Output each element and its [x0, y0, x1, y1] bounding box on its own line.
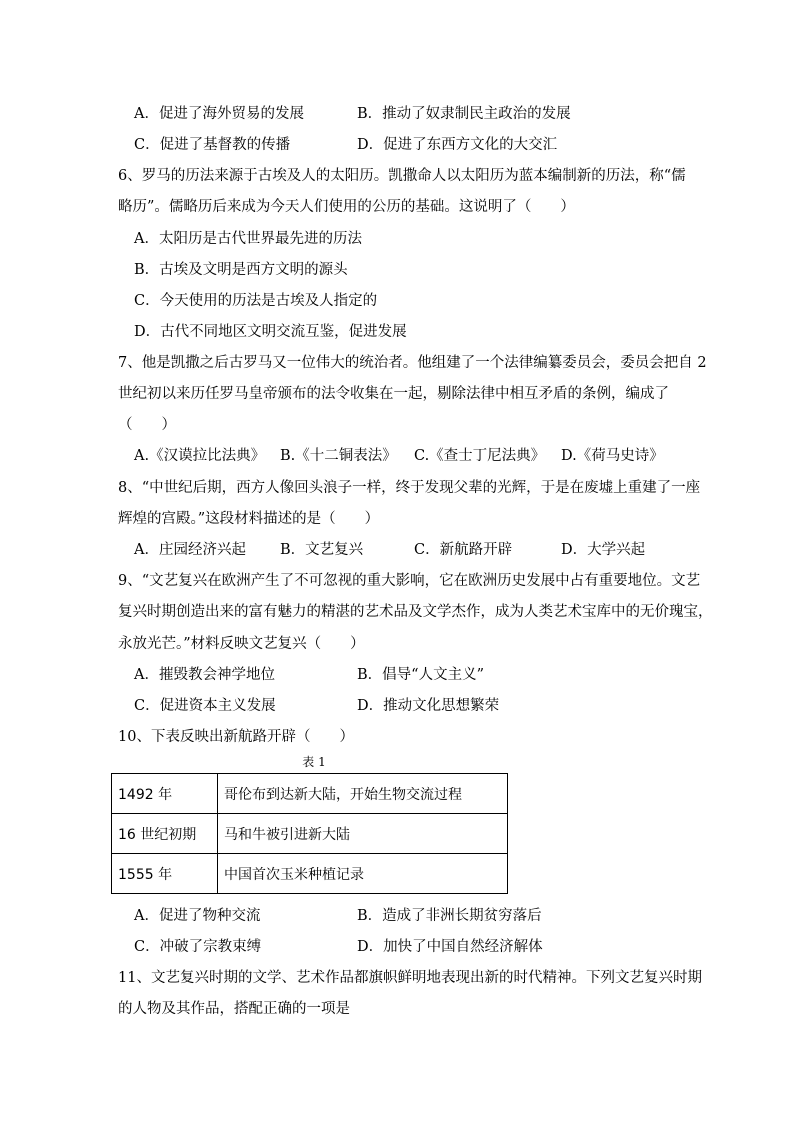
- q10-option-b: B．造成了非洲长期贫穷落后: [357, 908, 542, 924]
- q8-option-d: D．大学兴起: [561, 542, 646, 558]
- table-cell-year: 1492 年: [112, 774, 218, 814]
- q10-table: [111, 773, 508, 894]
- q10-stem: 10、下表反映出新航路开辟（ ）: [118, 729, 354, 745]
- table-row: [112, 774, 508, 814]
- q10-option-a: A．促进了物种交流: [134, 908, 261, 924]
- q10-option-c: C．冲破了宗教束缚: [134, 939, 262, 955]
- table-cell-year: 1555 年: [112, 854, 218, 894]
- q5-option-c: C．促进了基督教的传播: [134, 137, 291, 153]
- q7-option-d: D.《荷马史诗》: [561, 448, 664, 464]
- q8-option-b: B．文艺复兴: [280, 542, 364, 558]
- q9-option-b: B．倡导“人文主义”: [357, 667, 484, 683]
- q8-stem-line2: 辉煌的宫殿。”这段材料描述的是（ ）: [118, 511, 380, 527]
- q8-option-c: C．新航路开辟: [414, 542, 513, 558]
- q9-option-d: D．推动文化思想繁荣: [357, 698, 500, 714]
- table-cell-event: 中国首次玉米种植记录: [218, 854, 508, 894]
- table-caption: 表 1: [302, 755, 326, 769]
- q7-stem-line2: 世纪初以来历任罗马皇帝颁布的法令收集在一起，剔除法律中相互矛盾的条例，编成了: [118, 386, 669, 402]
- q6-stem-line2: 略历”。儒略历后来成为今天人们使用的公历的基础。这说明了（ ）: [118, 199, 575, 215]
- q6-stem-line1: 6、罗马的历法来源于古埃及人的太阳历。凯撒命人以太阳历为蓝本编制新的历法，称“儒: [118, 168, 686, 184]
- q5-option-a: A．促进了海外贸易的发展: [134, 106, 304, 122]
- table-cell-year: 16 世纪初期: [112, 814, 218, 854]
- q9-stem-line2: 复兴时期创造出来的富有魅力的精湛的艺术品及文学杰作，成为人类艺术宝库中的无价瑰宝，: [118, 604, 713, 620]
- q9-option-c: C．促进资本主义发展: [134, 698, 276, 714]
- q7-option-c: C.《查士丁尼法典》: [414, 448, 546, 464]
- q7-option-b: B.《十二铜表法》: [280, 448, 397, 464]
- q11-stem-line2: 的人物及其作品，搭配正确的一项是: [118, 1001, 350, 1017]
- q5-option-b: B．推动了奴隶制民主政治的发展: [357, 106, 571, 122]
- table-row: [112, 814, 508, 854]
- table-row: [112, 854, 508, 894]
- q6-option-d: D．古代不同地区文明交流互鉴，促进发展: [134, 324, 407, 340]
- q5-option-d: D．促进了东西方文化的大交汇: [357, 137, 558, 153]
- q7-stem-line1: 7、他是凯撒之后古罗马又一位伟大的统治者。他组建了一个法律编纂委员会，委员会把自 2: [118, 355, 707, 371]
- table-cell-event: 马和牛被引进新大陆: [218, 814, 508, 854]
- q6-option-b: B．古埃及文明是西方文明的源头: [134, 262, 348, 278]
- q9-stem-line1: 9、“文艺复兴在欧洲产生了不可忽视的重大影响，它在欧洲历史发展中占有重要地位。文艺: [118, 573, 701, 589]
- q9-stem-line3: 永放光芒。”材料反映文艺复兴（ ）: [118, 636, 365, 652]
- q6-option-c: C．今天使用的历法是古埃及人指定的: [134, 293, 378, 309]
- q7-option-a: A.《汉谟拉比法典》: [134, 448, 266, 464]
- q11-stem-line1: 11、文艺复兴时期的文学、艺术作品都旗帜鲜明地表现出新的时代精神。下列文艺复兴时期: [118, 970, 702, 986]
- q6-option-a: A．太阳历是古代世界最先进的历法: [134, 231, 362, 247]
- q10-option-d: D．加快了中国自然经济解体: [357, 939, 543, 955]
- q9-option-a: A．摧毁教会神学地位: [134, 667, 275, 683]
- q7-stem-line3: （ ）: [118, 417, 176, 433]
- table-cell-event: 哥伦布到达新大陆，开始生物交流过程: [218, 774, 508, 814]
- q8-option-a: A．庄园经济兴起: [134, 542, 246, 558]
- q8-stem-line1: 8、“中世纪后期，西方人像回头浪子一样，终于发现父辈的光辉，于是在废墟上重建了一座: [118, 480, 701, 496]
